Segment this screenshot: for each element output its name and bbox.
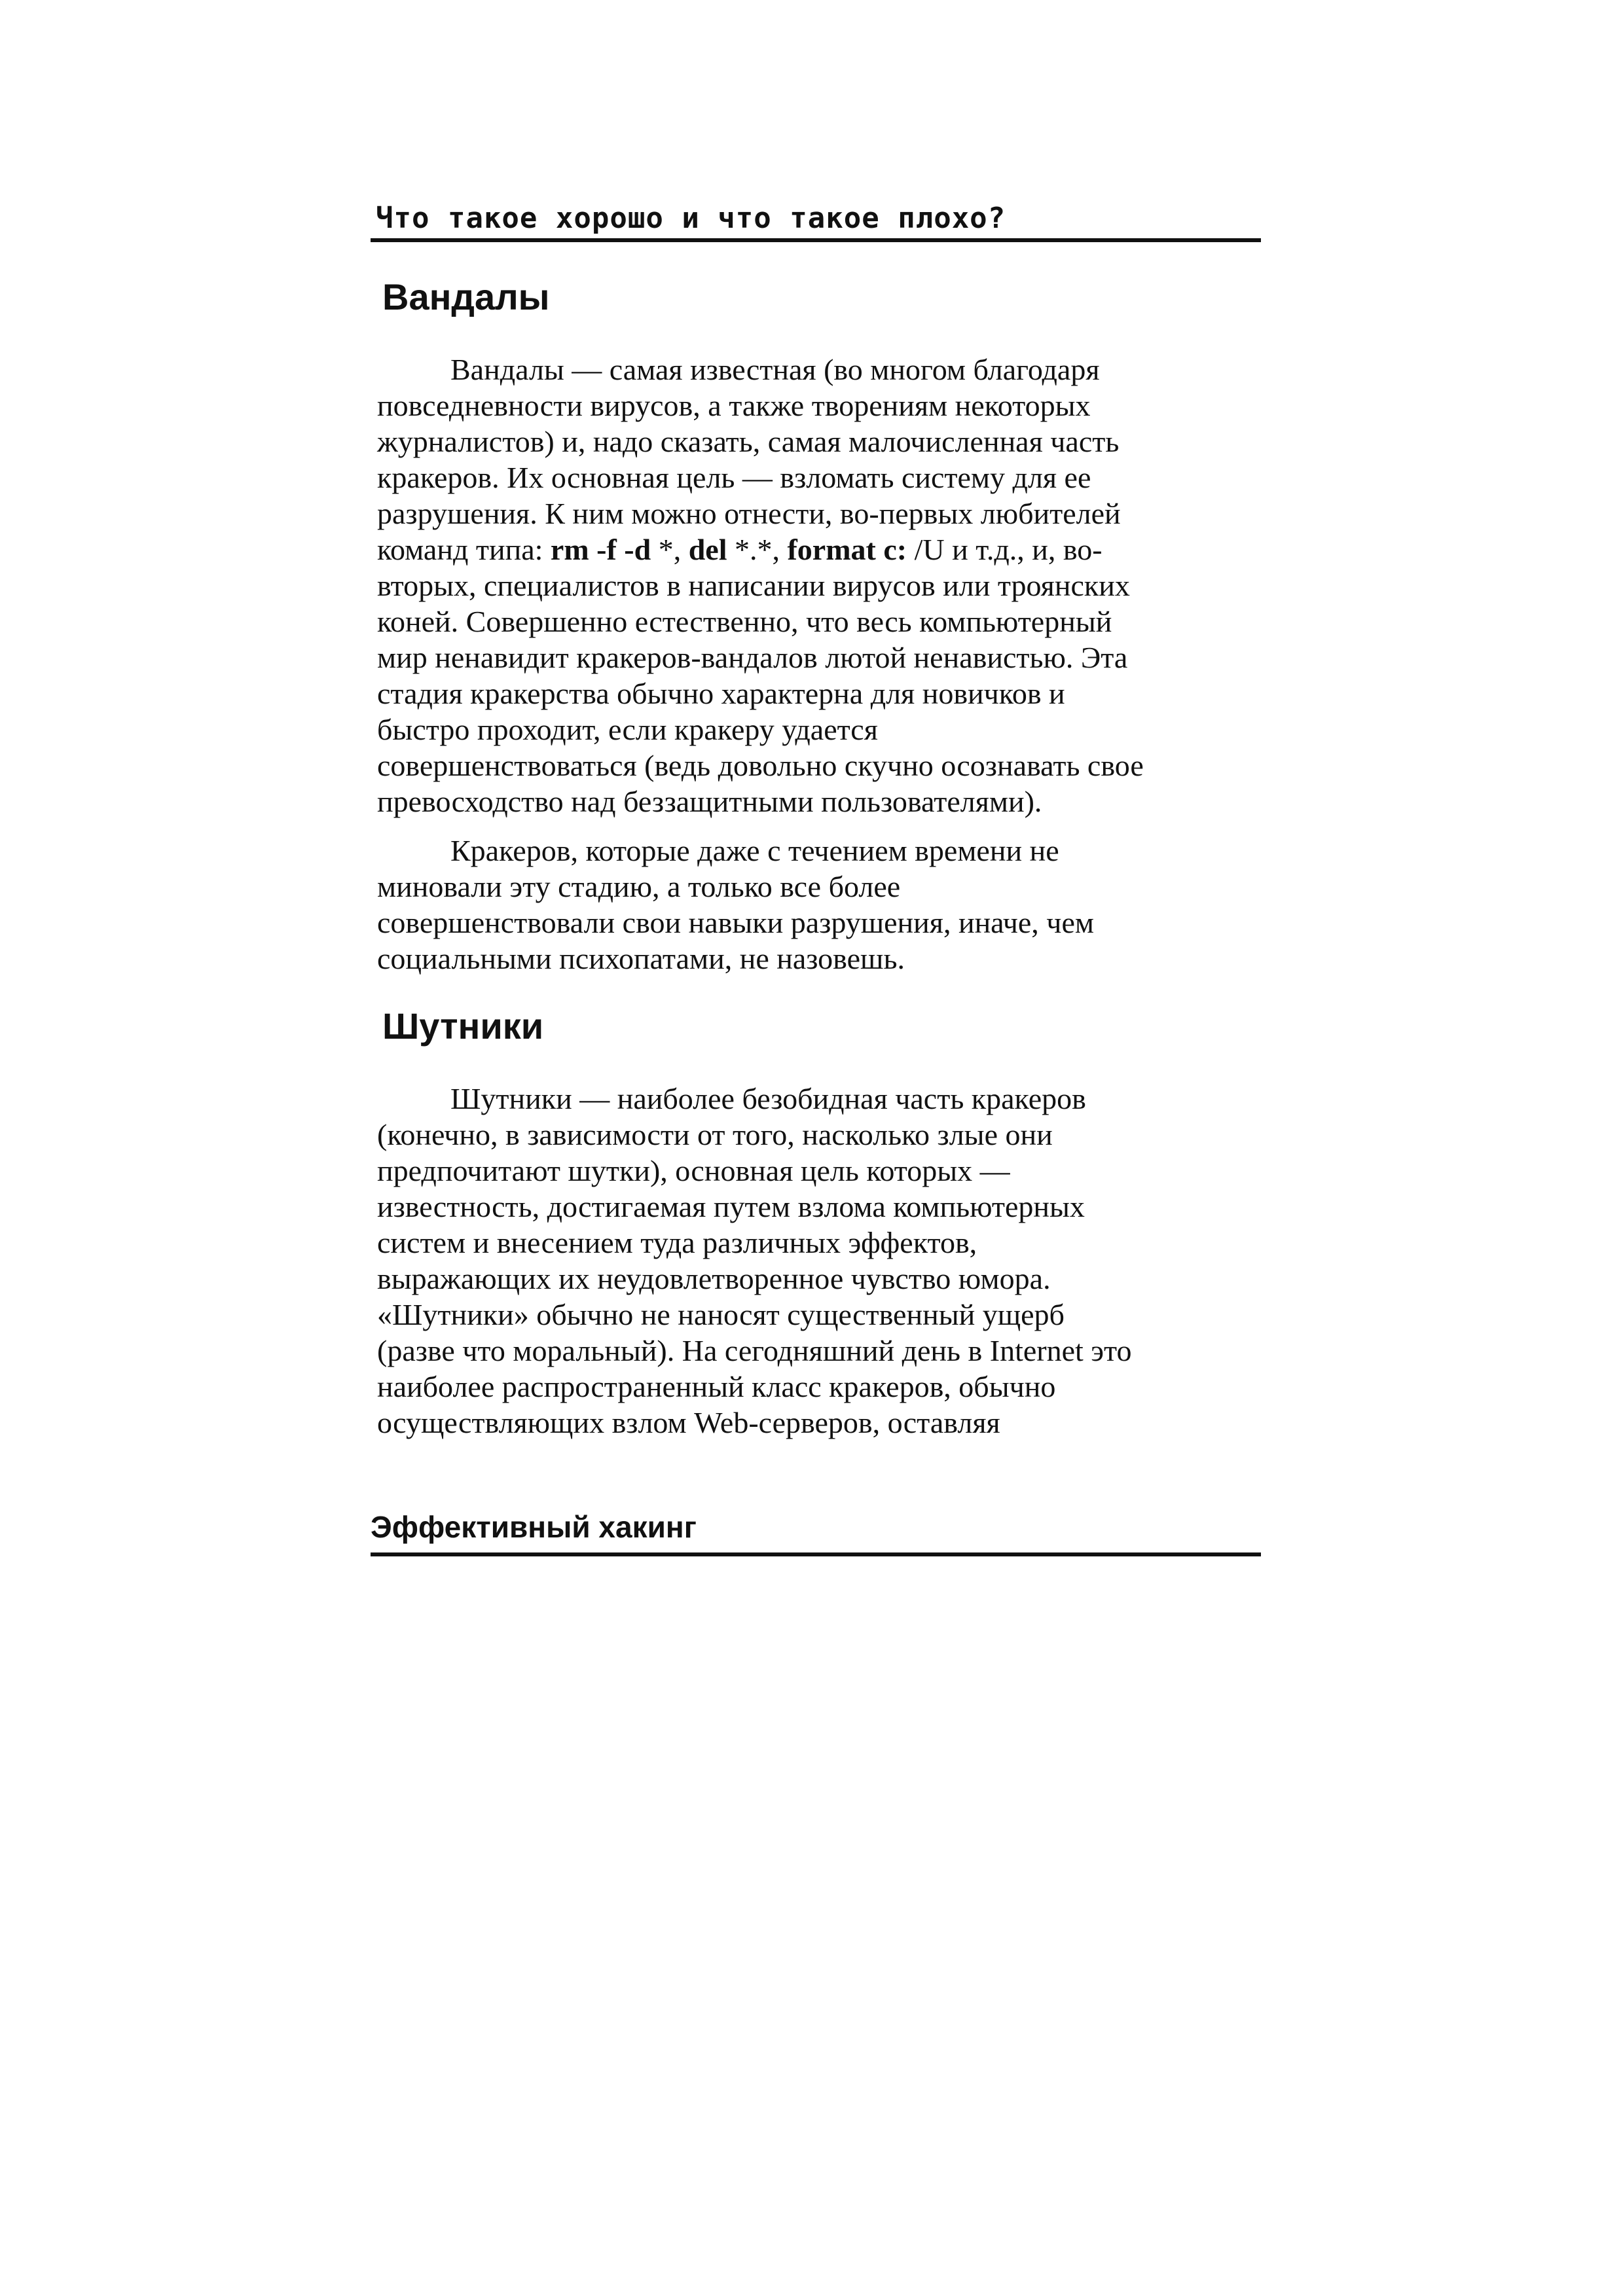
text-line: выражающих их неудовлетворенное чувство юмора. <box>377 1262 1051 1296</box>
text-line: журналистов) и, надо сказать, самая малочисленная часть <box>377 425 1120 459</box>
text-line-commands <box>377 531 1254 567</box>
command-rm: rm -f -d <box>550 533 651 567</box>
text-line: совершенствоваться (ведь довольно скучно осознавать свое <box>377 749 1144 783</box>
text-line: известность, достигаемая путем взлома компьютерных <box>377 1190 1085 1224</box>
section-vandals <box>377 275 1254 977</box>
page-header <box>371 190 1261 242</box>
section-jokers <box>377 1004 1254 1441</box>
text-line: повседневности вирусов, а также творениям некоторых <box>377 389 1091 423</box>
text-line: (разве что моральный). На сегодняшний день в Internet это <box>377 1334 1132 1368</box>
text-line: быстро проходит, если кракеру удается <box>377 713 878 747</box>
text-line: превосходство над беззащитными пользователями). <box>377 785 1042 819</box>
text-line: коней. Совершенно естественно, что весь компьютерный <box>377 605 1112 639</box>
text-line: мир ненавидит кракеров-вандалов лютой ненавистью. Эта <box>377 641 1128 675</box>
text-line: предпочитают шутки), основная цель которых — <box>377 1154 1010 1188</box>
text-line: осуществляющих взлом Web-серверов, оставляя <box>377 1406 1000 1440</box>
text-line: разрушения. К ним можно отнести, во-первых любителей <box>377 497 1121 531</box>
command-suffix: /U и т.д., и, во- <box>907 533 1103 567</box>
paragraph <box>377 351 1254 819</box>
section-heading: Шутники <box>382 1005 544 1047</box>
text-line: Вандалы — самая известная (во многом благодаря <box>450 353 1100 387</box>
command-del: del <box>688 533 727 567</box>
paragraph <box>377 1081 1254 1441</box>
paragraph <box>377 833 1254 977</box>
page-footer <box>371 1500 1261 1556</box>
command-prefix: команд типа: <box>377 533 551 567</box>
command-format: format c: <box>787 533 907 567</box>
text-line: Шутники — наиболее безобидная часть кракеров <box>450 1082 1086 1116</box>
section-heading: Вандалы <box>382 276 550 317</box>
command-separator: *.*, <box>727 533 788 567</box>
page-content <box>377 275 1254 1468</box>
running-title: Что такое хорошо и что такое плохо? <box>376 202 1006 235</box>
command-separator: *, <box>651 533 689 567</box>
text-line: совершенствовали свои навыки разрушения, иначе, чем <box>377 906 1094 940</box>
text-line: наиболее распространенный класс кракеров, обычно <box>377 1370 1056 1404</box>
book-title: Эффективный хакинг <box>371 1510 697 1544</box>
text-line: Кракеров, которые даже с течением времени не <box>450 834 1059 868</box>
text-line: социальными психопатами, не назовешь. <box>377 942 905 976</box>
text-line: миновали эту стадию, а только все более <box>377 870 901 904</box>
text-line: стадия кракерства обычно характерна для новичков и <box>377 677 1065 711</box>
text-line: систем и внесением туда различных эффектов, <box>377 1226 977 1260</box>
text-line: «Шутники» обычно не наносят существенный ущерб <box>377 1298 1065 1332</box>
text-line: вторых, специалистов в написании вирусов или троянских <box>377 569 1130 603</box>
text-line: (конечно, в зависимости от того, насколько злые они <box>377 1118 1053 1152</box>
text-line: кракеров. Их основная цель — взломать систему для ее <box>377 461 1091 495</box>
